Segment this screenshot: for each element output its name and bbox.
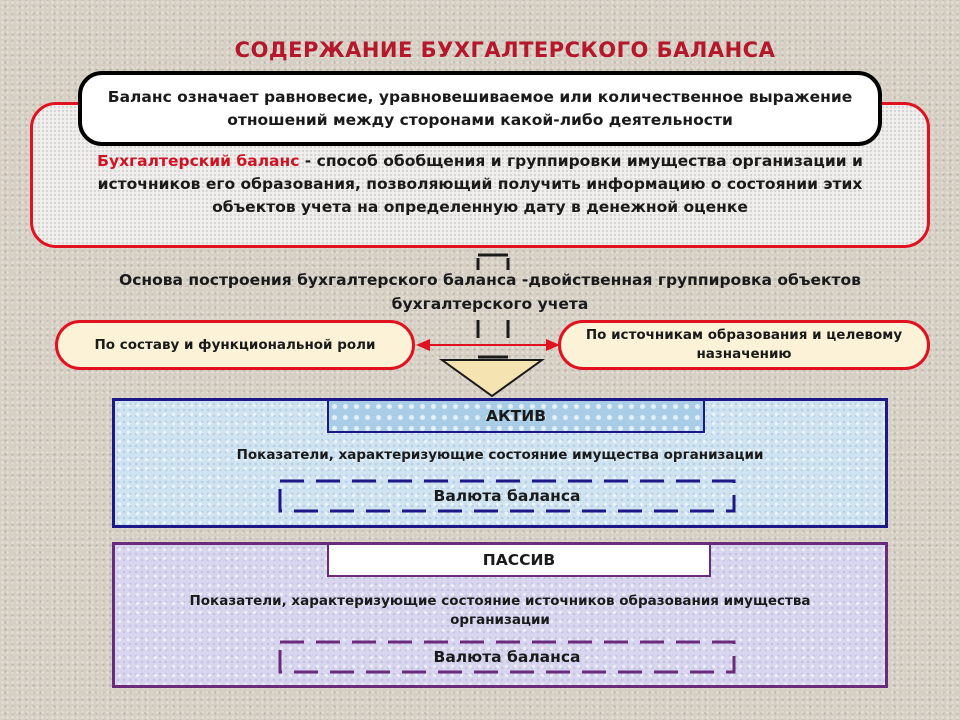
definition-term: Бухгалтерский баланс	[97, 152, 300, 170]
aktiv-title: АКТИВ	[485, 407, 547, 425]
aktiv-total-box	[278, 479, 736, 513]
passiv-header	[327, 543, 711, 577]
grouping-right-label: По источникам образования и целевому назначению	[585, 327, 903, 362]
aktiv-total-label: Валюта баланса	[433, 487, 581, 505]
grouping-left-label: По составу и функциональной роли	[94, 336, 376, 353]
passiv-total-label: Валюта баланса	[433, 648, 581, 666]
double-arrow-left-head	[416, 339, 430, 351]
passiv-title: ПАССИВ	[482, 551, 556, 569]
definition-body: - способ обобщения и группировки имущества организации и источников его образования, позволяющий получить информацию о состоянии этих объектов учета на определенную дату в денежной оценке	[97, 152, 863, 216]
passiv-total-box	[278, 640, 736, 674]
basis-text: Основа построения бухгалтерского баланса -двойственная группировка объектов бухгалтерского учета	[119, 271, 861, 313]
grouping-by-composition	[55, 320, 415, 370]
aktiv-description: Показатели, характеризующие состояние имущества организации	[236, 447, 764, 463]
aktiv-header	[327, 399, 705, 433]
page-title: СОДЕРЖАНИЕ БУХГАЛТЕРСКОГО БАЛАНСА	[234, 38, 776, 62]
down-arrow-icon	[442, 360, 542, 396]
passiv-description: Показатели, характеризующие состояние источников образования имущества организации	[189, 593, 811, 628]
grouping-by-sources	[558, 320, 930, 370]
balance-meaning-text: Баланс означает равновесие, уравновешиваемое или количественное выражение отношений между сторонами какой-либо деятельности	[107, 87, 853, 129]
